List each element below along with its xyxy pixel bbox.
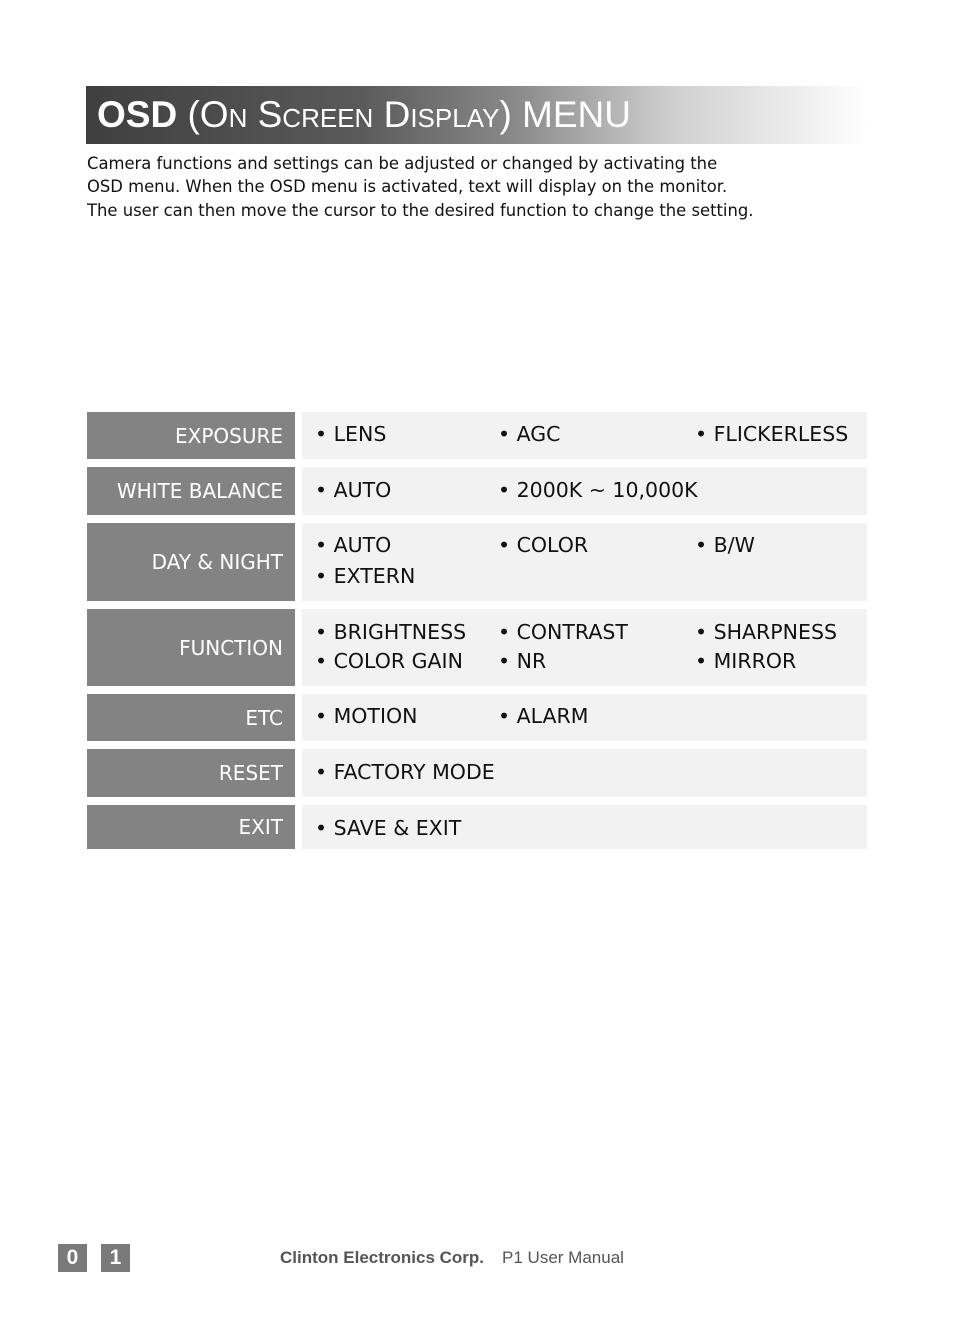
title-osd: OSD [97, 94, 178, 135]
menu-item: • FLICKERLESS [695, 422, 849, 446]
menu-item: • AUTO [315, 478, 392, 502]
menu-label-exit: EXIT [87, 805, 295, 849]
menu-items-exit [302, 805, 867, 849]
menu-label-day-night: DAY & NIGHT [87, 523, 295, 601]
menu-item: • MIRROR [695, 649, 797, 673]
menu-label-exposure: EXPOSURE [87, 412, 295, 459]
intro-paragraph [87, 152, 877, 222]
menu-item: • NR [498, 649, 547, 673]
menu-item: • COLOR [498, 533, 589, 557]
menu-items-reset [302, 749, 867, 797]
menu-item: • SAVE & EXIT [315, 816, 462, 840]
menu-items-etc [302, 694, 867, 741]
intro-line: The user can then move the cursor to the desired function to change the setting. [87, 200, 754, 220]
menu-item: • ALARM [498, 704, 589, 728]
menu-label-etc: ETC [87, 694, 295, 741]
page-number-digit: 0 [58, 1244, 87, 1272]
title-menu: MENU [522, 94, 631, 135]
menu-item: • EXTERN [315, 564, 416, 588]
menu-item: • BRIGHTNESS [315, 620, 467, 644]
menu-item: • CONTRAST [498, 620, 628, 644]
menu-item: • B/W [695, 533, 755, 557]
footer-company: Clinton Electronics Corp. [280, 1248, 485, 1267]
menu-label-reset: RESET [87, 749, 295, 797]
menu-label-function: FUNCTION [87, 609, 295, 686]
menu-item: • AUTO [315, 533, 392, 557]
title-subtitle: (On Screen Display) [187, 94, 512, 135]
menu-item: • LENS [315, 422, 387, 446]
menu-label-white-balance: WHITE BALANCE [87, 467, 295, 515]
page-title [97, 92, 631, 138]
menu-items-function [302, 609, 867, 686]
menu-items-exposure [302, 412, 867, 459]
menu-item: • MOTION [315, 704, 418, 728]
menu-items-day-night [302, 523, 867, 601]
menu-item: • AGC [498, 422, 561, 446]
menu-item: • COLOR GAIN [315, 649, 463, 673]
intro-line: OSD menu. When the OSD menu is activated, text will display on the monitor. [87, 177, 728, 197]
footer-manual: P1 User Manual [502, 1248, 624, 1267]
menu-item: • SHARPNESS [695, 620, 837, 644]
menu-items-white-balance [302, 467, 867, 515]
menu-item: • 2000K ~ 10,000K [498, 478, 698, 502]
footer [280, 1248, 624, 1268]
page-number-digit: 1 [101, 1244, 130, 1272]
menu-item: • FACTORY MODE [315, 760, 495, 784]
intro-line: Camera functions and settings can be adjusted or changed by activating the [87, 154, 718, 173]
